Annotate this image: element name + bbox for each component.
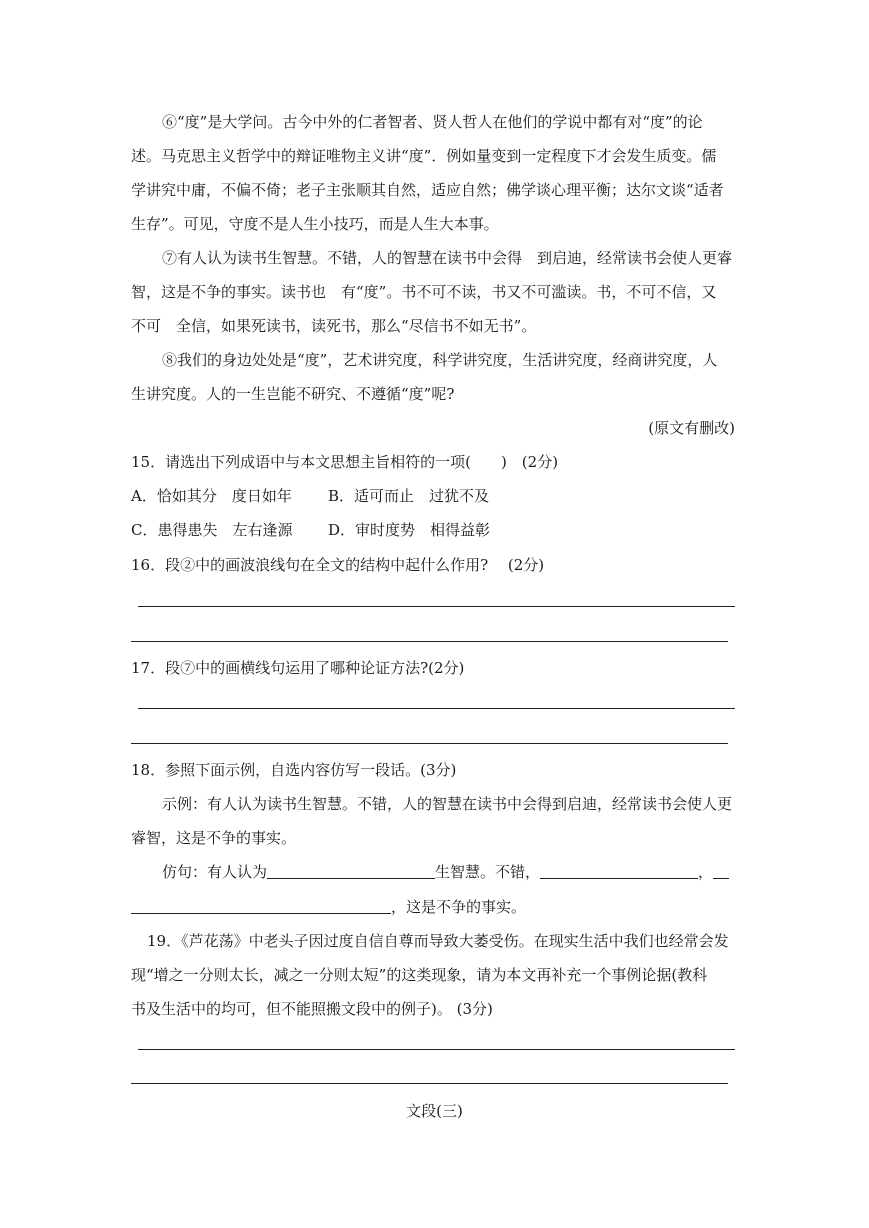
question-19-line-2: 现“增之一分则太长，减之一分则太短”的这类现象，请为本文再补充一个事例论据(教科	[131, 966, 708, 984]
answer-line-17-1[interactable]	[138, 708, 735, 709]
paragraph-6-line-3: 学讲究中庸，不偏不倚；老子主张顺其自然，适应自然；佛学谈心理平衡；达尔文谈“适者	[131, 181, 724, 199]
question-18-imitate-line-1	[162, 862, 729, 882]
imitate-comma: ，	[698, 863, 714, 881]
answer-line-17-2[interactable]	[131, 743, 728, 744]
question-16-stem: 16．段②中的画波浪线句在全文的结构中起什么作用? (2分)	[131, 556, 545, 574]
option-b[interactable]: B．适可而止 过犹不及	[328, 487, 490, 505]
option-d[interactable]: D．审时度势 相得益彰	[328, 521, 491, 539]
answer-line-16-2[interactable]	[131, 641, 728, 642]
question-19-line-3: 书及生活中的均可，但不能照搬文段中的例子)。 (3分)	[131, 1000, 493, 1018]
question-18-imitate-line-2	[131, 897, 526, 917]
paragraph-8-line-2: 生讲究度。人的一生岂能不研究、不遵循“度”呢?	[131, 385, 455, 403]
paragraph-6-line-4: 生存”。可见，守度不是人生小技巧，而是人生大本事。	[131, 215, 499, 233]
imitate-blank-4[interactable]	[131, 898, 391, 914]
question-18-stem: 18．参照下面示例，自选内容仿写一段话。(3分)	[131, 761, 457, 779]
question-15-options-row-2	[131, 520, 490, 540]
source-note: (原文有删改)	[648, 419, 735, 437]
paragraph-6-line-2: 述。马克思主义哲学中的辩证唯物主义讲“度”．例如量变到一定程度下才会发生质变。儒	[131, 147, 717, 165]
paragraph-7-line-1: ⑦有人认为读书生智慧。不错，人的智慧在读书中会得 到启迪，经常读书会使人更睿	[162, 249, 733, 267]
answer-line-16-1[interactable]	[138, 606, 735, 607]
answer-line-19-2[interactable]	[131, 1083, 728, 1084]
imitate-blank-1[interactable]	[267, 863, 435, 879]
question-18-example-line-2: 睿智，这是不争的事实。	[131, 829, 297, 847]
question-19-line-1: 19．《芦花荡》中老头子因过度自信自尊而导致大萎受伤。在现实生活中我们也经常会发	[147, 932, 729, 950]
option-c[interactable]: C．患得患失 左右逢源	[131, 521, 293, 539]
imitate-prefix: 仿句：有人认为	[162, 863, 268, 881]
imitate-end: ，这是不争的事实。	[391, 898, 527, 916]
imitate-blank-2[interactable]	[540, 863, 698, 879]
paragraph-7-line-2: 智，这是不争的事实。读书也 有“度”。书不可不读，书又不可滥读。书，不可不信，又	[131, 283, 717, 301]
question-18-example-line-1: 示例：有人认为读书生智慧。不错，人的智慧在读书中会得到启迪，经常读书会使人更	[162, 795, 733, 813]
paragraph-7-line-3: 不可 全信，如果死读书，读死书，那么“尽信书不如无书”。	[131, 317, 537, 335]
imitate-blank-3[interactable]	[713, 863, 729, 879]
option-a[interactable]: A．恰如其分 度日如年	[131, 487, 292, 505]
question-17-stem: 17．段⑦中的画横线句运用了哪种论证方法?(2分)	[131, 659, 465, 677]
paragraph-6-line-1: ⑥“度”是大学问。古今中外的仁者智者、贤人哲人在他们的学说中都有对“度”的论	[162, 113, 703, 131]
question-15-stem: 15．请选出下列成语中与本文思想主旨相符的一项( ) (2分)	[131, 453, 559, 471]
section-footer: 文段(三)	[406, 1102, 463, 1120]
paragraph-8-line-1: ⑧我们的身边处处是“度”，艺术讲究度，科学讲究度，生活讲究度，经商讲究度，人	[162, 351, 718, 369]
question-15-options-row-1	[131, 486, 489, 506]
answer-line-19-1[interactable]	[138, 1049, 735, 1050]
imitate-mid: 生智慧。不错，	[435, 863, 541, 881]
